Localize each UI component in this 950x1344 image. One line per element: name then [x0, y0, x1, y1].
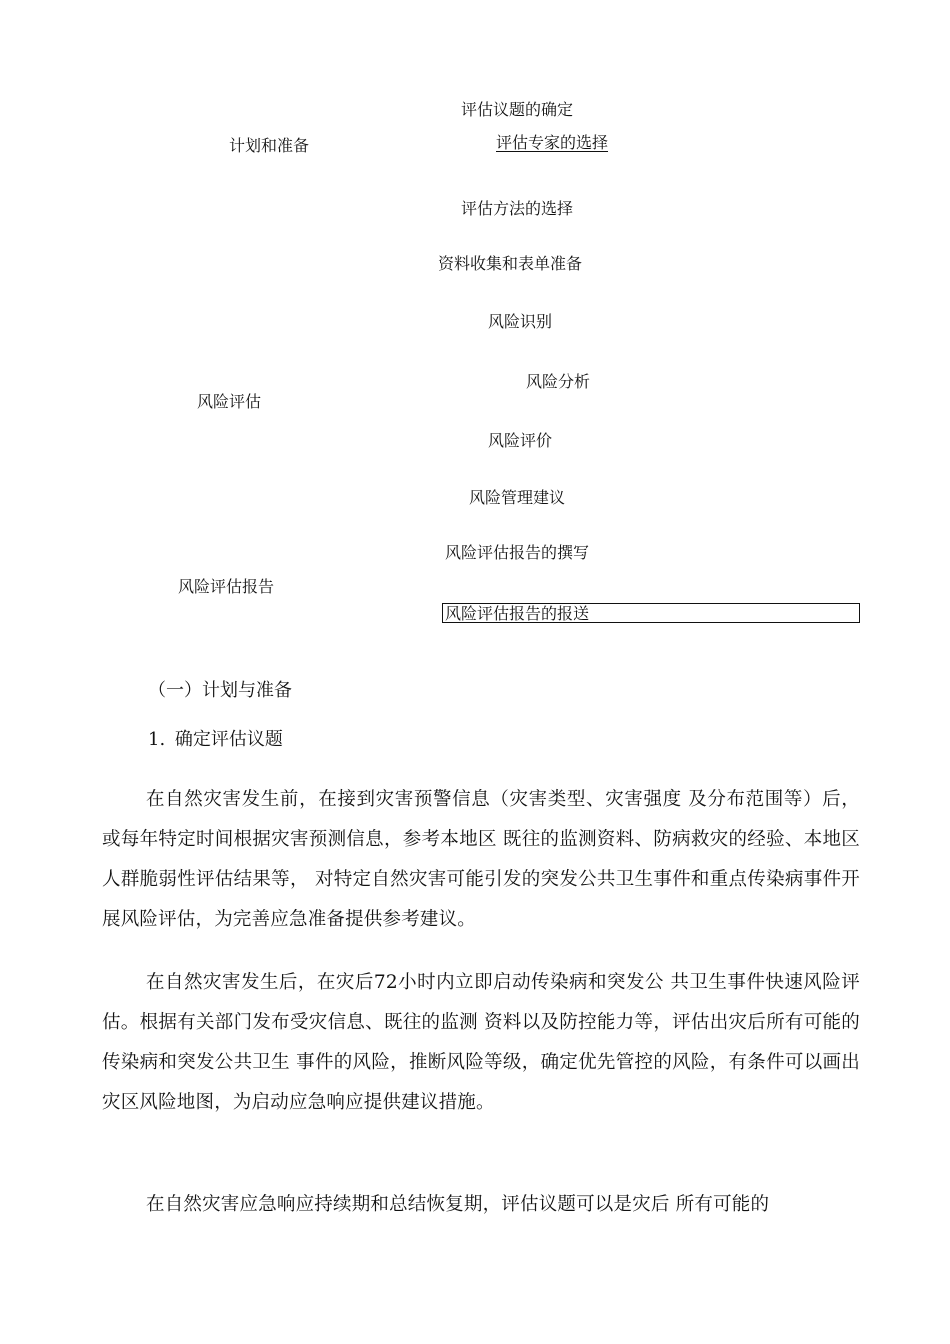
- step-topic-label: 评估议题的确定: [461, 100, 574, 119]
- section-subheading: 1. 确定评估议题: [148, 729, 283, 750]
- stage-assess-label: 风险评估: [197, 392, 262, 411]
- step-analyze-label: 风险分析: [526, 372, 591, 391]
- paragraph-response-period: 在自然灾害应急响应持续期和总结恢复期，评估议题可以是灾后 所有可能的: [146, 1194, 770, 1215]
- step-advice-label: 风险管理建议: [469, 488, 566, 507]
- paragraph-after-disaster: 在自然灾害发生后，在灾后72小时内立即启动传染病和突发公 共卫生事件快速风险评估。根据有关部门发布受灾信息、既往的监测 资料以及防控能力等，评估出灾后所有可能的传染病和突发公共卫生 事件的风险，推断风险等级，确定优先管控的风险，有条件可以画出 灾区风险地图，为启动应急响应提供建议措施。: [102, 972, 860, 1113]
- step-method-label: 评估方法的选择: [461, 199, 574, 218]
- stage-plan-label: 计划和准备: [229, 136, 310, 155]
- step-identify-label: 风险识别: [488, 312, 553, 331]
- step-experts-label: 评估专家的选择: [496, 133, 609, 152]
- step-materials-label: 资料收集和表单准备: [438, 254, 583, 273]
- step-submit-box: 风险评估报告的报送: [442, 603, 860, 623]
- paragraph-before-disaster: 在自然灾害发生前，在接到灾害预警信息（灾害类型、灾害强度 及分布范围等）后，或每年特定时间根据灾害预测信息，参考本地区 既往的监测资料、防病救灾的经验、本地区人群脆弱性评估结果等， 对特定自然灾害可能引发的突发公共卫生事件和重点传染病事件开 展风险评估，为完善应急准备提供参考建议。: [102, 789, 860, 930]
- section-heading: （一）计划与准备: [148, 680, 292, 701]
- step-write-label: 风险评估报告的撰写: [445, 543, 590, 562]
- stage-report-label: 风险评估报告: [178, 577, 275, 596]
- step-evaluate-label: 风险评价: [488, 431, 553, 450]
